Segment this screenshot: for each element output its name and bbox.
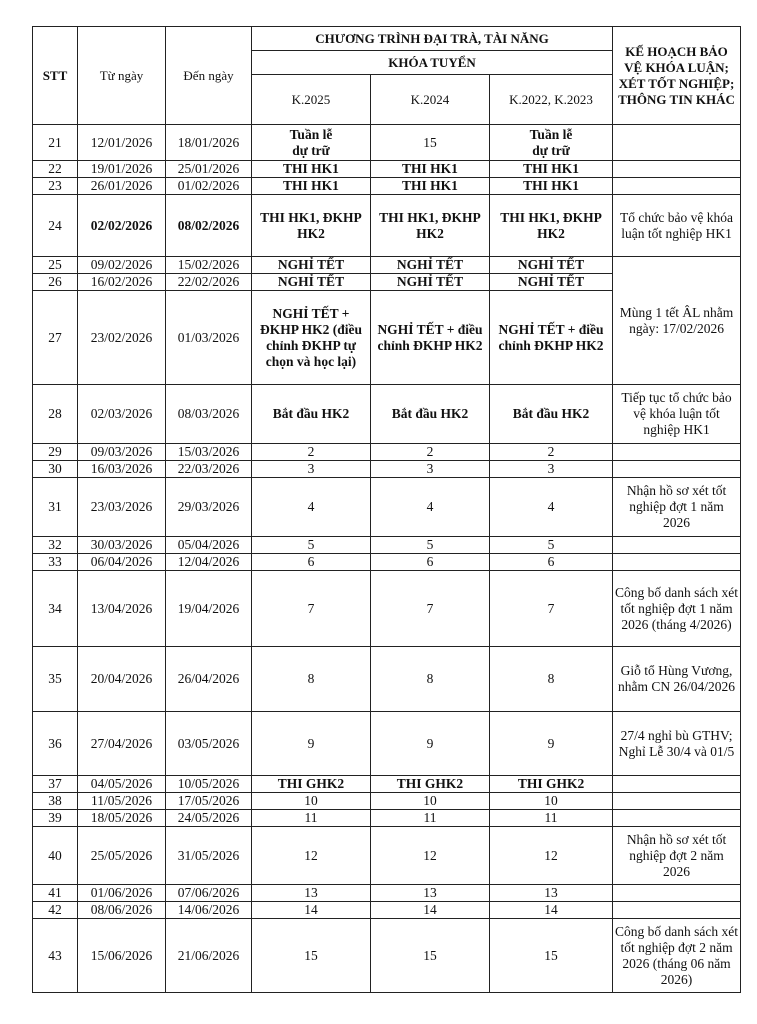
cell-k2022-k2023: 9: [490, 712, 613, 776]
cell-from: 18/05/2026: [78, 810, 166, 827]
cell-note: [613, 461, 741, 478]
cell-to: 01/02/2026: [166, 178, 252, 195]
cell-to: 19/04/2026: [166, 571, 252, 647]
cell-to: 24/05/2026: [166, 810, 252, 827]
cell-stt: 25: [33, 257, 78, 274]
cell-k2025: THI HK1: [252, 178, 371, 195]
cell-note: [613, 444, 741, 461]
cell-note: Công bố danh sách xét tốt nghiệp đợt 2 năm 2026 (tháng 06 năm 2026): [613, 919, 741, 993]
academic-calendar-table: [32, 26, 741, 993]
table-row: [33, 793, 741, 810]
cell-stt: 31: [33, 478, 78, 537]
cell-k2024: 5: [371, 537, 490, 554]
cell-k2025: 12: [252, 827, 371, 885]
cell-from: 16/02/2026: [78, 274, 166, 291]
cell-stt: 33: [33, 554, 78, 571]
cell-from: 23/03/2026: [78, 478, 166, 537]
cell-k2024: 6: [371, 554, 490, 571]
cell-k2025: 11: [252, 810, 371, 827]
cell-k2022-k2023: THI HK1: [490, 161, 613, 178]
cell-to: 17/05/2026: [166, 793, 252, 810]
cell-k2024: THI GHK2: [371, 776, 490, 793]
cell-stt: 22: [33, 161, 78, 178]
cell-note: [613, 793, 741, 810]
cell-k2025: 3: [252, 461, 371, 478]
cell-stt: 26: [33, 274, 78, 291]
cell-note: 27/4 nghỉ bù GTHV; Nghỉ Lễ 30/4 và 01/5: [613, 712, 741, 776]
cell-k2022-k2023: 4: [490, 478, 613, 537]
table-row: [33, 537, 741, 554]
cell-stt: 32: [33, 537, 78, 554]
cell-note: Mùng 1 tết ÂL nhằm ngày: 17/02/2026: [613, 257, 741, 385]
cell-from: 23/02/2026: [78, 291, 166, 385]
table-row: [33, 712, 741, 776]
cell-k2025: NGHỈ TẾT: [252, 274, 371, 291]
table-row: [33, 810, 741, 827]
cell-k2024: 8: [371, 647, 490, 712]
cell-to: 22/02/2026: [166, 274, 252, 291]
cell-stt: 39: [33, 810, 78, 827]
cell-k2025: THI GHK2: [252, 776, 371, 793]
cell-k2022-k2023: 6: [490, 554, 613, 571]
cell-k2022-k2023: 3: [490, 461, 613, 478]
cell-k2025: 6: [252, 554, 371, 571]
cell-to: 29/03/2026: [166, 478, 252, 537]
cell-note: [613, 161, 741, 178]
cell-k2025: Tuần lễ dự trữ: [252, 125, 371, 161]
cell-to: 10/05/2026: [166, 776, 252, 793]
cell-stt: 27: [33, 291, 78, 385]
cell-to: 22/03/2026: [166, 461, 252, 478]
cell-from: 02/02/2026: [78, 195, 166, 257]
table-row: [33, 919, 741, 993]
cell-from: 11/05/2026: [78, 793, 166, 810]
cell-k2025: 8: [252, 647, 371, 712]
table-row: [33, 461, 741, 478]
cell-to: 15/02/2026: [166, 257, 252, 274]
table-row: [33, 571, 741, 647]
table-row: [33, 554, 741, 571]
cell-note: [613, 885, 741, 902]
table-row: [33, 647, 741, 712]
cell-stt: 23: [33, 178, 78, 195]
header-to-date: Đến ngày: [166, 27, 252, 125]
header-from-date: Từ ngày: [78, 27, 166, 125]
cell-stt: 37: [33, 776, 78, 793]
cell-k2025: 7: [252, 571, 371, 647]
cell-stt: 30: [33, 461, 78, 478]
cell-k2025: THI HK1: [252, 161, 371, 178]
cell-k2025: NGHỈ TẾT + ĐKHP HK2 (điều chỉnh ĐKHP tự chọn và học lại): [252, 291, 371, 385]
cell-k2025: 9: [252, 712, 371, 776]
header-stt: STT: [33, 27, 78, 125]
cell-k2025: 15: [252, 919, 371, 993]
cell-from: 27/04/2026: [78, 712, 166, 776]
cell-to: 31/05/2026: [166, 827, 252, 885]
cell-from: 13/04/2026: [78, 571, 166, 647]
cell-k2022-k2023: 8: [490, 647, 613, 712]
cell-k2024: 12: [371, 827, 490, 885]
header-row-1: [33, 27, 741, 51]
cell-k2024: 4: [371, 478, 490, 537]
cell-note: Tiếp tục tổ chức bảo vệ khóa luận tốt nghiệp HK1: [613, 385, 741, 444]
cell-to: 18/01/2026: [166, 125, 252, 161]
cell-k2022-k2023: 14: [490, 902, 613, 919]
cell-k2022-k2023: 7: [490, 571, 613, 647]
cell-to: 15/03/2026: [166, 444, 252, 461]
cell-to: 14/06/2026: [166, 902, 252, 919]
cell-k2022-k2023: 15: [490, 919, 613, 993]
cell-k2022-k2023: NGHỈ TẾT + điều chỉnh ĐKHP HK2: [490, 291, 613, 385]
table-row: [33, 776, 741, 793]
cell-note: [613, 902, 741, 919]
cell-k2025: 13: [252, 885, 371, 902]
table-row: [33, 178, 741, 195]
cell-to: 21/06/2026: [166, 919, 252, 993]
table-row: [33, 125, 741, 161]
cell-from: 16/03/2026: [78, 461, 166, 478]
cell-from: 25/05/2026: [78, 827, 166, 885]
cell-k2024: Bắt đầu HK2: [371, 385, 490, 444]
cell-k2024: THI HK1: [371, 178, 490, 195]
cell-k2024: 13: [371, 885, 490, 902]
cell-k2025: 10: [252, 793, 371, 810]
schedule-sheet: [32, 26, 741, 993]
cell-k2024: 15: [371, 125, 490, 161]
header-program: CHƯƠNG TRÌNH ĐẠI TRÀ, TÀI NĂNG: [252, 27, 613, 51]
cell-from: 02/03/2026: [78, 385, 166, 444]
cell-k2022-k2023: 13: [490, 885, 613, 902]
cell-k2025: 4: [252, 478, 371, 537]
cell-from: 26/01/2026: [78, 178, 166, 195]
cell-k2022-k2023: Bắt đầu HK2: [490, 385, 613, 444]
cell-to: 26/04/2026: [166, 647, 252, 712]
header-cohort: KHÓA TUYỂN: [252, 51, 613, 75]
cell-note: [613, 776, 741, 793]
table-row: [33, 902, 741, 919]
cell-k2024: NGHỈ TẾT + điều chỉnh ĐKHP HK2: [371, 291, 490, 385]
cell-k2022-k2023: NGHỈ TẾT: [490, 257, 613, 274]
cell-stt: 24: [33, 195, 78, 257]
cell-k2024: 11: [371, 810, 490, 827]
table-row: [33, 195, 741, 257]
cell-note: [613, 178, 741, 195]
cell-from: 20/04/2026: [78, 647, 166, 712]
cell-to: 07/06/2026: [166, 885, 252, 902]
cell-from: 06/04/2026: [78, 554, 166, 571]
cell-stt: 42: [33, 902, 78, 919]
cell-from: 30/03/2026: [78, 537, 166, 554]
cell-k2022-k2023: THI GHK2: [490, 776, 613, 793]
cell-to: 08/02/2026: [166, 195, 252, 257]
table-row: [33, 885, 741, 902]
cell-from: 15/06/2026: [78, 919, 166, 993]
cell-k2025: NGHỈ TẾT: [252, 257, 371, 274]
cell-k2024: NGHỈ TẾT: [371, 257, 490, 274]
table-row: [33, 161, 741, 178]
cell-stt: 41: [33, 885, 78, 902]
cell-note: Nhận hồ sơ xét tốt nghiệp đợt 2 năm 2026: [613, 827, 741, 885]
cell-from: 08/06/2026: [78, 902, 166, 919]
cell-k2024: NGHỈ TẾT: [371, 274, 490, 291]
cell-k2024: 2: [371, 444, 490, 461]
table-row: [33, 444, 741, 461]
cell-k2022-k2023: THI HK1, ĐKHP HK2: [490, 195, 613, 257]
cell-to: 03/05/2026: [166, 712, 252, 776]
cell-stt: 29: [33, 444, 78, 461]
cell-k2024: THI HK1: [371, 161, 490, 178]
cell-to: 25/01/2026: [166, 161, 252, 178]
table-row: [33, 385, 741, 444]
cell-to: 05/04/2026: [166, 537, 252, 554]
cell-k2022-k2023: 5: [490, 537, 613, 554]
cell-stt: 28: [33, 385, 78, 444]
cell-note: [613, 125, 741, 161]
cell-k2024: 15: [371, 919, 490, 993]
cell-k2025: Bắt đầu HK2: [252, 385, 371, 444]
cell-from: 09/02/2026: [78, 257, 166, 274]
table-row: [33, 478, 741, 537]
cell-k2022-k2023: Tuần lễ dự trữ: [490, 125, 613, 161]
cell-to: 08/03/2026: [166, 385, 252, 444]
cell-k2024: 9: [371, 712, 490, 776]
cell-k2025: 14: [252, 902, 371, 919]
cell-note: Nhận hồ sơ xét tốt nghiệp đợt 1 năm 2026: [613, 478, 741, 537]
header-k2025: K.2025: [252, 75, 371, 125]
cell-stt: 35: [33, 647, 78, 712]
cell-note: Giỗ tổ Hùng Vương, nhằm CN 26/04/2026: [613, 647, 741, 712]
cell-k2022-k2023: 11: [490, 810, 613, 827]
cell-k2025: 5: [252, 537, 371, 554]
cell-to: 12/04/2026: [166, 554, 252, 571]
cell-from: 19/01/2026: [78, 161, 166, 178]
cell-k2025: THI HK1, ĐKHP HK2: [252, 195, 371, 257]
cell-k2022-k2023: THI HK1: [490, 178, 613, 195]
cell-from: 04/05/2026: [78, 776, 166, 793]
cell-stt: 21: [33, 125, 78, 161]
cell-k2024: 3: [371, 461, 490, 478]
header-k2024: K.2024: [371, 75, 490, 125]
cell-stt: 34: [33, 571, 78, 647]
cell-k2022-k2023: 2: [490, 444, 613, 461]
header-plan: KẾ HOẠCH BẢO VỆ KHÓA LUẬN; XÉT TỐT NGHIỆP; THÔNG TIN KHÁC: [613, 27, 741, 125]
cell-k2022-k2023: 12: [490, 827, 613, 885]
cell-stt: 40: [33, 827, 78, 885]
cell-stt: 43: [33, 919, 78, 993]
cell-note: [613, 554, 741, 571]
cell-k2024: THI HK1, ĐKHP HK2: [371, 195, 490, 257]
cell-k2024: 14: [371, 902, 490, 919]
cell-note: [613, 537, 741, 554]
cell-note: Công bố danh sách xét tốt nghiệp đợt 1 năm 2026 (tháng 4/2026): [613, 571, 741, 647]
cell-k2024: 10: [371, 793, 490, 810]
cell-k2022-k2023: 10: [490, 793, 613, 810]
cell-stt: 38: [33, 793, 78, 810]
cell-note: Tổ chức bảo vệ khóa luận tốt nghiệp HK1: [613, 195, 741, 257]
cell-from: 09/03/2026: [78, 444, 166, 461]
header-k2022-k2023: K.2022, K.2023: [490, 75, 613, 125]
cell-from: 01/06/2026: [78, 885, 166, 902]
cell-k2024: 7: [371, 571, 490, 647]
cell-note: [613, 810, 741, 827]
cell-k2025: 2: [252, 444, 371, 461]
cell-stt: 36: [33, 712, 78, 776]
table-row: [33, 827, 741, 885]
table-row: [33, 257, 741, 274]
cell-k2022-k2023: NGHỈ TẾT: [490, 274, 613, 291]
cell-from: 12/01/2026: [78, 125, 166, 161]
cell-to: 01/03/2026: [166, 291, 252, 385]
